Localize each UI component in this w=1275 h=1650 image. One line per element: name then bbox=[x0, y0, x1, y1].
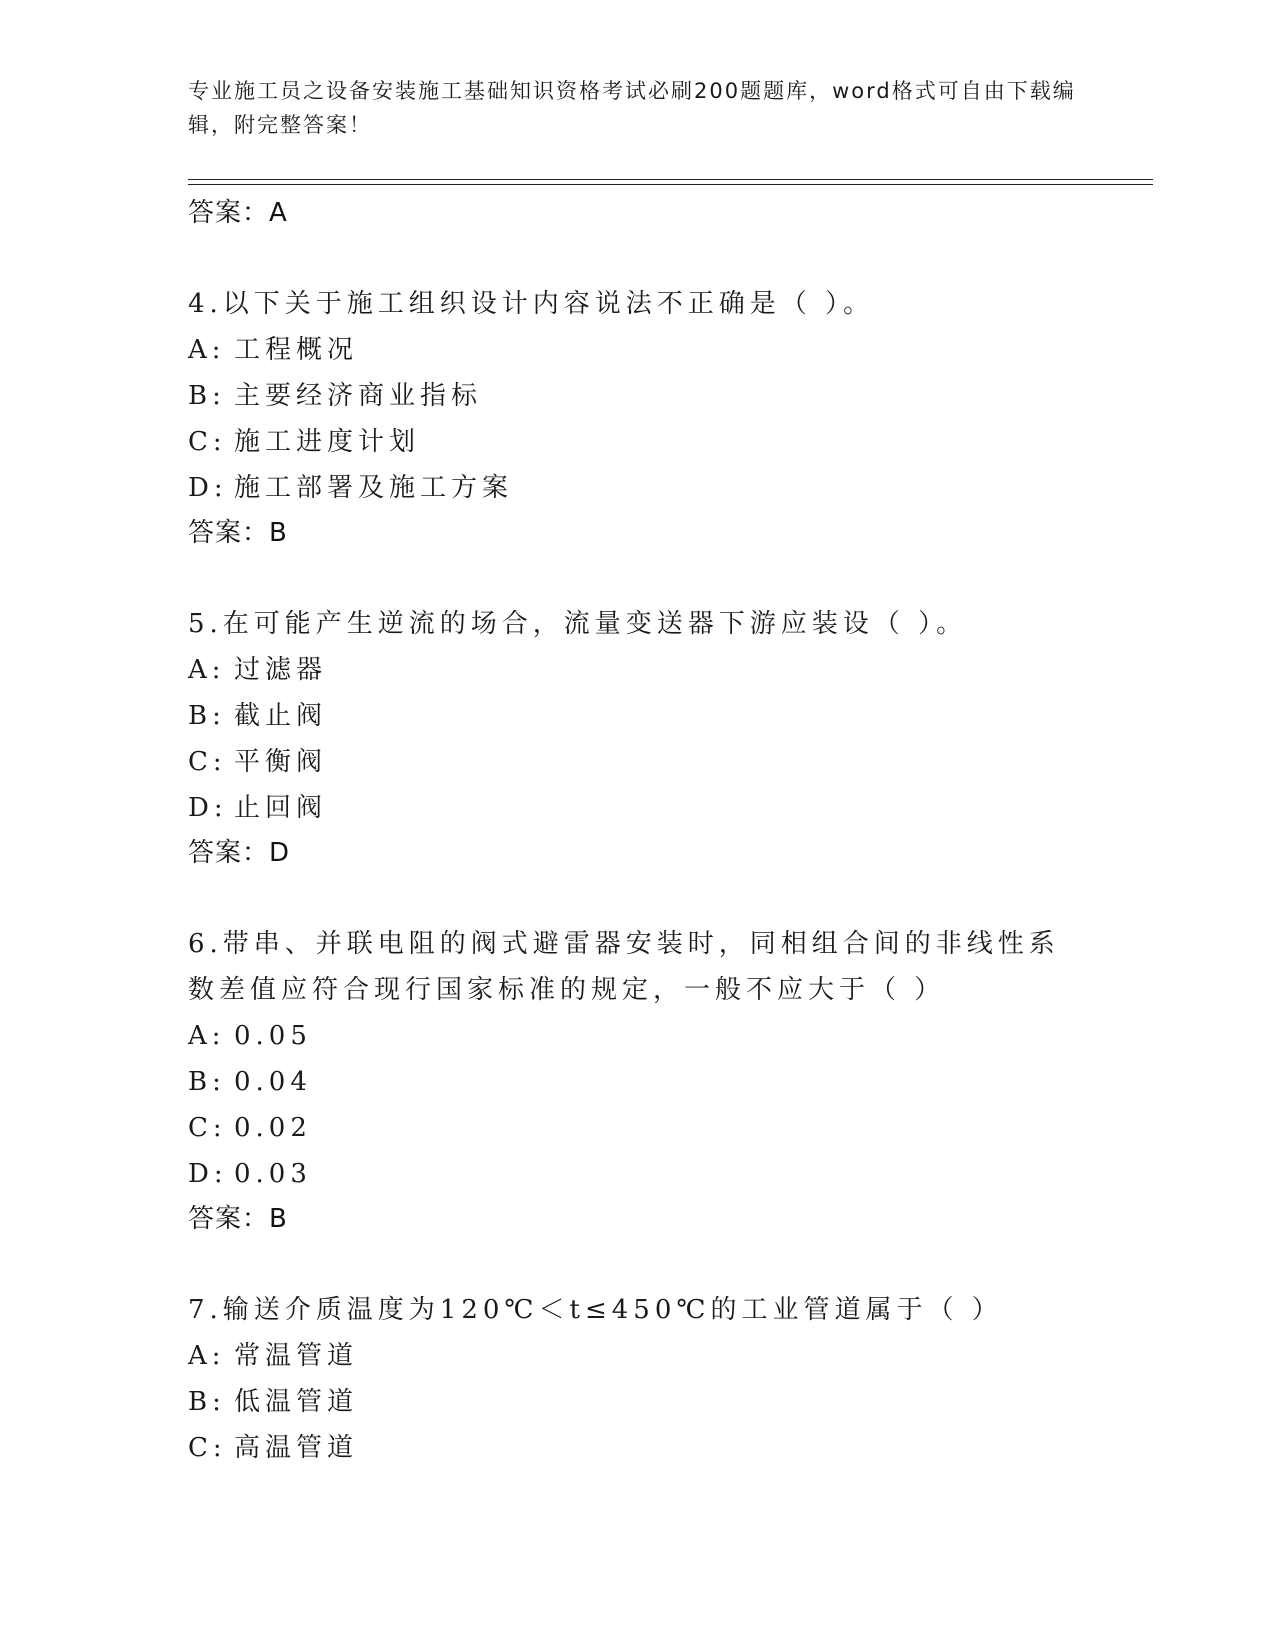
option-text: 施工部署及施工方案 bbox=[234, 473, 514, 503]
option-text: 高温管道 bbox=[234, 1433, 359, 1463]
answer-line: 答案：D bbox=[188, 838, 291, 868]
option-key: C: bbox=[188, 1113, 227, 1143]
option-text: 常温管道 bbox=[234, 1341, 359, 1371]
option-key: A: bbox=[188, 1021, 226, 1051]
answer-line: 答案：B bbox=[188, 518, 288, 548]
question-text: 6.带串、并联电阻的阀式避雷器安装时，同相组合间的非线性系数差值应符合现行国家标准的规定，一般不应大于（ ） bbox=[188, 929, 1060, 1005]
option-text: 止回阀 bbox=[234, 793, 328, 823]
document-header: 专业施工员之设备安装施工基础知识资格考试必刷200题题库，word格式可自由下载编辑，附完整答案！ bbox=[188, 79, 1076, 137]
option-a bbox=[188, 1013, 1088, 1059]
option-text: 主要经济商业指标 bbox=[234, 381, 483, 411]
option-key: D: bbox=[188, 473, 228, 503]
question-block bbox=[188, 921, 1088, 1241]
question-block bbox=[188, 601, 1088, 875]
option-text: 低温管道 bbox=[234, 1387, 359, 1417]
option-text: 截止阀 bbox=[234, 701, 328, 731]
option-key: B: bbox=[188, 1387, 226, 1417]
option-key: A: bbox=[188, 655, 226, 685]
option-b bbox=[188, 1059, 1088, 1105]
answer-line: 答案：A bbox=[188, 198, 288, 228]
question-text: 5.在可能产生逆流的场合，流量变送器下游应装设（ ）。 bbox=[188, 609, 968, 639]
option-key: D: bbox=[188, 1159, 228, 1189]
option-text: 0.05 bbox=[234, 1021, 312, 1051]
option-a bbox=[188, 327, 1088, 373]
option-b bbox=[188, 693, 1088, 739]
option-d bbox=[188, 465, 1088, 511]
option-c bbox=[188, 419, 1088, 465]
question-text: 7.输送介质温度为120℃＜t≤450℃的工业管道属于（ ） bbox=[188, 1295, 1003, 1325]
option-key: A: bbox=[188, 335, 226, 365]
option-a bbox=[188, 647, 1088, 693]
option-text: 0.04 bbox=[234, 1067, 312, 1097]
option-text: 过滤器 bbox=[234, 655, 328, 685]
option-key: C: bbox=[188, 427, 227, 457]
option-b bbox=[188, 1379, 1088, 1425]
option-key: A: bbox=[188, 1341, 226, 1371]
header-rule-bottom bbox=[188, 184, 1153, 185]
option-c bbox=[188, 1425, 1088, 1471]
option-key: C: bbox=[188, 747, 227, 777]
option-b bbox=[188, 373, 1088, 419]
option-key: B: bbox=[188, 1067, 226, 1097]
option-c bbox=[188, 739, 1088, 785]
option-c bbox=[188, 1105, 1088, 1151]
question-text: 4.以下关于施工组织设计内容说法不正确是（ ）。 bbox=[188, 289, 875, 319]
option-a bbox=[188, 1333, 1088, 1379]
question-block bbox=[188, 281, 1088, 555]
option-key: B: bbox=[188, 701, 226, 731]
header-rule-top bbox=[188, 179, 1153, 180]
option-text: 0.03 bbox=[234, 1159, 312, 1189]
option-text: 工程概况 bbox=[234, 335, 359, 365]
option-key: D: bbox=[188, 793, 228, 823]
answer-line: 答案：B bbox=[188, 1204, 288, 1234]
option-key: C: bbox=[188, 1433, 227, 1463]
option-d bbox=[188, 785, 1088, 831]
option-text: 0.02 bbox=[234, 1113, 312, 1143]
option-text: 施工进度计划 bbox=[234, 427, 421, 457]
question-list bbox=[188, 191, 1088, 1471]
option-d bbox=[188, 1151, 1088, 1197]
option-text: 平衡阀 bbox=[234, 747, 328, 777]
question-block bbox=[188, 1287, 1088, 1471]
option-key: B: bbox=[188, 381, 226, 411]
